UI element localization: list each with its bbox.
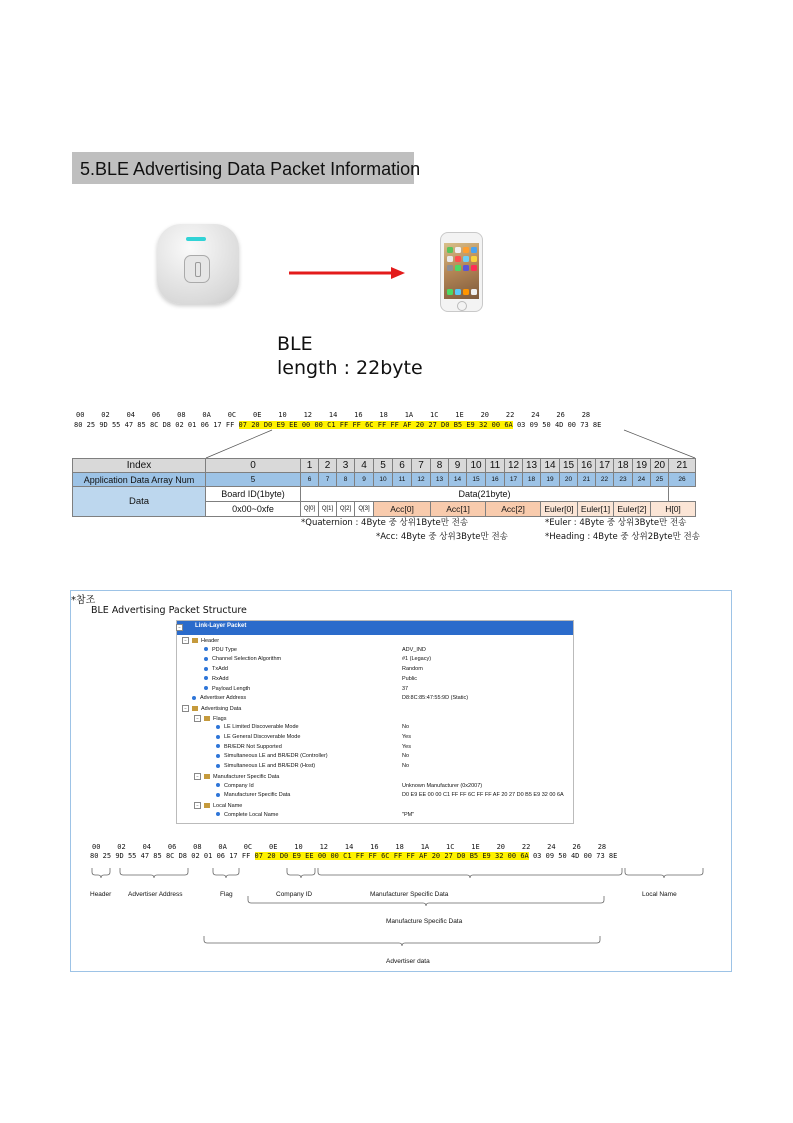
folder-icon <box>192 706 198 711</box>
array-num-cell: 15 <box>467 473 486 487</box>
hex-byte: 9D <box>115 852 124 860</box>
tree-row[interactable] <box>204 686 250 692</box>
hex-byte: 27 <box>444 852 453 860</box>
index-cell: 13 <box>523 459 541 473</box>
euler-cell: Euler[2] <box>614 502 651 517</box>
tree-key: Advertiser Address <box>200 695 247 702</box>
brace-label-advertiser-address: Advertiser Address <box>128 891 183 898</box>
folder-icon <box>204 803 210 808</box>
hex-byte: B5 <box>453 421 463 429</box>
collapse-icon[interactable]: − <box>194 715 201 722</box>
ble-caption-line1: BLE <box>277 333 313 355</box>
hex-byte: 4D <box>570 852 580 860</box>
tree-key: BR/EDR Not Supported <box>224 743 282 750</box>
tree-row[interactable] <box>216 744 282 750</box>
index-cell: 16 <box>578 459 596 473</box>
index-cell: 12 <box>505 459 523 473</box>
hex-byte: 02 <box>175 421 184 429</box>
field-icon <box>216 764 220 768</box>
tree-row[interactable] <box>204 656 281 662</box>
field-icon <box>192 696 196 700</box>
hex-byte: 9D <box>99 421 108 429</box>
field-icon <box>204 647 208 651</box>
hex-byte: 07 <box>254 852 263 860</box>
transmit-arrow-icon <box>289 266 405 280</box>
tree-row[interactable] <box>194 802 242 809</box>
hex-byte: EE <box>305 852 314 860</box>
table-row-index <box>73 459 696 473</box>
hex-byte: 00 <box>583 852 593 860</box>
index-cell: 5 <box>374 459 393 473</box>
tree-value: Yes <box>402 743 411 750</box>
hex-byte: 02 <box>191 852 200 860</box>
quaternion-cell: Q[1] <box>319 502 337 517</box>
status-led <box>186 237 206 241</box>
hex-byte: 03 <box>516 421 526 429</box>
collapse-icon[interactable]: − <box>176 624 183 631</box>
hex-byte: FF <box>352 421 361 429</box>
hex-byte: D0 <box>441 421 450 429</box>
hex-byte: C1 <box>343 852 352 860</box>
tree-value: "PM" <box>402 811 415 818</box>
hex-byte: 20 <box>415 421 425 429</box>
brace-label-header: Header <box>90 891 112 898</box>
sensor-device-image <box>157 224 239 304</box>
array-num-cell: 7 <box>319 473 337 487</box>
array-num-cell: 23 <box>614 473 633 487</box>
tree-value: Unknown Manufacturer (0x2007) <box>402 782 483 789</box>
ble-caption <box>277 332 423 380</box>
hex-byte: 80 <box>74 421 83 429</box>
data21-cell: Data(21byte) <box>301 487 669 502</box>
hex-byte: 32 <box>479 421 488 429</box>
data-label-cell: Data <box>73 487 206 517</box>
hex-byte: AF <box>419 852 428 860</box>
hex-byte: 50 <box>542 421 551 429</box>
collapse-icon[interactable]: − <box>182 637 189 644</box>
table-row-data-header <box>73 487 696 502</box>
folder-icon <box>204 716 210 721</box>
hex-byte: 07 <box>238 421 247 429</box>
tree-key: RxAdd <box>212 675 229 682</box>
structure-title: BLE Advertising Packet Structure <box>91 605 247 616</box>
hex-byte: 00 <box>491 421 501 429</box>
hex-byte: C1 <box>327 421 336 429</box>
hex-byte: 4D <box>554 421 564 429</box>
hex-byte: FF <box>393 852 403 860</box>
hex-byte: 00 <box>317 852 327 860</box>
tree-key: TxAdd <box>212 666 228 673</box>
window-title-bar <box>177 621 573 635</box>
hex-byte: AF <box>403 421 412 429</box>
tree-key: Simultaneous LE and BR/EDR (Controller) <box>224 753 328 760</box>
hex-byte: 8E <box>608 852 618 860</box>
hex-byte: E9 <box>276 421 285 429</box>
index-cell: 3 <box>337 459 355 473</box>
hex-byte: 25 <box>86 421 96 429</box>
array-num-cell: 22 <box>596 473 614 487</box>
euler-cell: Euler[0] <box>541 502 578 517</box>
array-num-cell: 10 <box>374 473 393 487</box>
array-num-cell: 20 <box>560 473 578 487</box>
hex-table-connector <box>200 428 700 460</box>
tree-value: Public <box>402 675 417 682</box>
array-num-cell: 16 <box>486 473 505 487</box>
hex-byte: 50 <box>558 852 567 860</box>
hex-byte: 09 <box>529 421 539 429</box>
index-cell: 18 <box>614 459 633 473</box>
hex-byte: 17 <box>213 421 222 429</box>
array-num-cell: 19 <box>541 473 560 487</box>
array-num-cell: 8 <box>337 473 355 487</box>
link-layer-packet-window <box>176 620 574 824</box>
hex-byte: 8E <box>592 421 602 429</box>
quaternion-cell: Q[0] <box>301 502 319 517</box>
hex-byte: 20 <box>267 852 276 860</box>
hex-byte: B5 <box>469 852 479 860</box>
hex-byte: FF <box>355 852 365 860</box>
euler-cell: Euler[1] <box>578 502 614 517</box>
hex-byte: 01 <box>203 852 213 860</box>
index-cell: 14 <box>541 459 560 473</box>
tree-value: No <box>402 753 410 760</box>
note-heading: *Heading : 4Byte 중 상위2Byte만 전송 <box>545 532 700 542</box>
tree-row[interactable] <box>216 812 278 818</box>
hex-byte: FF <box>406 852 415 860</box>
heading-cell: H[0] <box>651 502 696 517</box>
array-num-cell: 18 <box>523 473 541 487</box>
tree-key: Advertising Data <box>201 705 242 712</box>
tree-row[interactable] <box>194 715 226 722</box>
field-icon <box>216 725 220 729</box>
index-cell: 19 <box>633 459 651 473</box>
packet-table <box>72 458 696 517</box>
tree-row[interactable] <box>216 734 300 740</box>
hex-byte: 6C <box>381 852 390 860</box>
tree-row[interactable] <box>192 695 246 701</box>
collapse-icon[interactable]: − <box>194 773 201 780</box>
tree-value: #1 (Legacy) <box>402 656 432 663</box>
hex-byte: 00 <box>301 421 311 429</box>
tree-row[interactable] <box>216 783 254 789</box>
acc-cell: Acc[1] <box>431 502 486 517</box>
tree-key: Complete Local Name <box>224 811 279 818</box>
hex-byte: FF <box>225 421 235 429</box>
array-num-cell: 21 <box>578 473 596 487</box>
field-icon <box>204 667 208 671</box>
acc-cell: Acc[2] <box>486 502 541 517</box>
hex-byte: 20 <box>251 421 260 429</box>
note-quaternion: *Quaternion : 4Byte 중 상위1Byte만 전송 <box>301 518 469 528</box>
quaternion-cell: Q[3] <box>355 502 374 517</box>
hex-byte: 25 <box>102 852 112 860</box>
hex-byte: E9 <box>466 421 475 429</box>
tree-row[interactable] <box>182 637 219 644</box>
phone-screen <box>444 243 479 299</box>
field-icon <box>204 686 208 690</box>
field-icon <box>216 783 220 787</box>
hex-byte: D0 <box>263 421 273 429</box>
board-id-cell: Board ID(1byte) <box>206 487 301 502</box>
hex-byte: 00 <box>567 421 577 429</box>
index-cell: 9 <box>449 459 467 473</box>
tree-value: No <box>402 724 410 731</box>
hex-byte: 01 <box>187 421 197 429</box>
index-cell: 21 <box>669 459 696 473</box>
hex-byte: 03 <box>532 852 542 860</box>
hex-byte: 55 <box>127 852 137 860</box>
array-label-cell: Application Data Array Num <box>73 473 206 487</box>
index-cell: 11 <box>486 459 505 473</box>
ble-caption-line2: length : 22byte <box>277 357 423 379</box>
index-cell: 15 <box>560 459 578 473</box>
hex-byte: FF <box>368 852 377 860</box>
hex-byte: 00 <box>507 852 517 860</box>
tree-key: Payload Length <box>212 685 251 692</box>
hex-byte: 17 <box>229 852 238 860</box>
hex-byte: E9 <box>482 852 491 860</box>
hex-byte: 32 <box>495 852 504 860</box>
index-label-cell: Index <box>73 459 206 473</box>
tree-key: Channel Selection Algorithm <box>212 656 282 663</box>
hex-byte: 47 <box>124 421 134 429</box>
array-num-cell: 9 <box>355 473 374 487</box>
tree-key: Company Id <box>224 782 254 789</box>
hex-byte: 85 <box>137 421 146 429</box>
hex-byte: 6C <box>365 421 374 429</box>
brace-label-advertiser-data: Advertiser data <box>386 958 430 965</box>
hex-byte: 27 <box>428 421 437 429</box>
hex-byte: 73 <box>596 852 605 860</box>
tree-row[interactable] <box>216 753 328 759</box>
brace-label-flag: Flag <box>220 891 233 898</box>
tree-key: Local Name <box>213 802 243 809</box>
hex-byte: D0 <box>279 852 289 860</box>
hex-byte: 20 <box>431 852 441 860</box>
tree-value: D0 E9 EE 00 00 C1 FF FF 6C FF FF AF 20 27 D0 B5 E9 32 00 6A <box>402 792 564 799</box>
array-num-cell: 17 <box>505 473 523 487</box>
tree-key: Flags <box>213 715 227 722</box>
hex-byte: 85 <box>153 852 162 860</box>
hex-byte: EE <box>289 421 298 429</box>
hex-byte: 8C <box>149 421 159 429</box>
hex-byte: 6A <box>504 421 513 429</box>
tree-row[interactable] <box>204 676 229 682</box>
tree-value: Yes <box>402 734 411 740</box>
field-icon <box>216 754 220 758</box>
collapse-icon[interactable]: − <box>182 705 189 712</box>
tree-row[interactable] <box>182 705 241 712</box>
array-num-cell: 6 <box>301 473 319 487</box>
table-row-array-num <box>73 473 696 487</box>
hex-byte: 55 <box>111 421 121 429</box>
brace-diagram <box>80 860 720 960</box>
acc-cell: Acc[0] <box>374 502 431 517</box>
hex-byte: 00 <box>330 852 339 860</box>
array-num-cell: 11 <box>393 473 412 487</box>
hex-byte: FF <box>377 421 387 429</box>
hex-offset-header-2: 00 02 04 06 08 0A 0C 0E 10 12 14 16 18 1A 1C 1E 20 22 24 26 28 <box>92 843 607 851</box>
tree-row[interactable] <box>216 763 315 769</box>
array-num-cell: 24 <box>633 473 651 487</box>
index-cell: 7 <box>412 459 431 473</box>
index-cell: 20 <box>651 459 669 473</box>
tree-key: Manufacturer Specific Data <box>213 773 280 780</box>
tree-key: Header <box>201 637 220 644</box>
index-cell: 2 <box>319 459 337 473</box>
hex-byte: 06 <box>200 421 209 429</box>
index-cell: 1 <box>301 459 319 473</box>
quaternion-cell: Q[2] <box>337 502 355 517</box>
index-cell: 0 <box>206 459 301 473</box>
hex-byte: FF <box>339 421 349 429</box>
tree-row[interactable] <box>216 724 299 730</box>
hex-byte: 6A <box>520 852 529 860</box>
brace-label-msd-2: Manufacture Specific Data <box>386 918 463 925</box>
tree-key: Simultaneous LE and BR/EDR (Host) <box>224 763 316 770</box>
tree-row[interactable] <box>216 792 290 798</box>
field-icon <box>216 735 220 739</box>
hex-byte: 00 <box>314 421 323 429</box>
home-button-icon <box>457 301 467 311</box>
field-icon <box>216 793 220 797</box>
note-acc: *Acc: 4Byte 중 상위3Byte만 전송 <box>376 532 508 542</box>
tree-row[interactable] <box>194 773 279 780</box>
hex-byte: 73 <box>580 421 589 429</box>
tree-key: Manufacturer Specific Data <box>224 792 291 799</box>
tree-key: LE Limited Discoverable Mode <box>224 724 299 731</box>
brace-label-msd: Manufacturer Specific Data <box>370 891 449 898</box>
folder-icon <box>192 638 198 643</box>
hex-byte: E9 <box>292 852 301 860</box>
tree-value: No <box>402 763 410 770</box>
tree-value: 37 <box>402 685 409 692</box>
tree-row[interactable] <box>204 647 237 653</box>
array-num-cell: 14 <box>449 473 467 487</box>
hex-byte: 80 <box>90 852 99 860</box>
hex-byte: FF <box>390 421 399 429</box>
device-button-icon <box>184 255 210 283</box>
array-num-cell: 26 <box>669 473 696 487</box>
array-num-cell: 25 <box>651 473 669 487</box>
tree-value: D8:8C:85:47:55:9D (Static) <box>402 695 469 702</box>
section-title-text: 5.BLE Advertising Data Packet Information <box>80 159 421 179</box>
folder-icon <box>204 774 210 779</box>
tree-value: ADV_IND <box>402 646 426 653</box>
field-icon <box>216 812 220 816</box>
hex-byte: D0 <box>457 852 466 860</box>
array-num-cell: 5 <box>206 473 301 487</box>
section-title <box>72 152 421 184</box>
field-icon <box>204 676 208 680</box>
hex-dump-row-2 <box>90 852 617 860</box>
tree-row[interactable] <box>204 666 228 672</box>
hex-byte: 06 <box>216 852 225 860</box>
array-num-cell: 13 <box>431 473 449 487</box>
hex-byte: FF <box>241 852 251 860</box>
hex-byte: D8 <box>162 421 172 429</box>
index-cell: 6 <box>393 459 412 473</box>
field-icon <box>216 744 220 748</box>
brace-label-company-id: Company ID <box>276 891 313 898</box>
index-cell: 17 <box>596 459 614 473</box>
field-icon <box>204 657 208 661</box>
board-range-cell: 0x00~0xfe <box>206 502 301 517</box>
hex-byte: 47 <box>140 852 150 860</box>
tree-key: LE General Discoverable Mode <box>224 734 301 740</box>
window-title: Link-Layer Packet <box>195 623 247 629</box>
hex-offset-header: 00 02 04 06 08 0A 0C 0E 10 12 14 16 18 1A 1C 1E 20 22 24 26 28 <box>76 411 591 419</box>
hex-byte: 09 <box>545 852 555 860</box>
note-euler: *Euler : 4Byte 중 상위3Byte만 전송 <box>545 518 687 528</box>
index-cell: 8 <box>431 459 449 473</box>
tree-value: Random <box>402 666 423 673</box>
array-num-cell: 12 <box>412 473 431 487</box>
index-cell: 10 <box>467 459 486 473</box>
tree-key: PDU Type <box>212 646 237 653</box>
index-cell: 4 <box>355 459 374 473</box>
hex-byte: 8C <box>165 852 175 860</box>
collapse-icon[interactable]: − <box>194 802 201 809</box>
reference-label: *참조 <box>71 595 96 606</box>
hex-byte: D8 <box>178 852 188 860</box>
smartphone-image <box>440 232 483 312</box>
brace-label-local-name: Local Name <box>642 891 677 898</box>
